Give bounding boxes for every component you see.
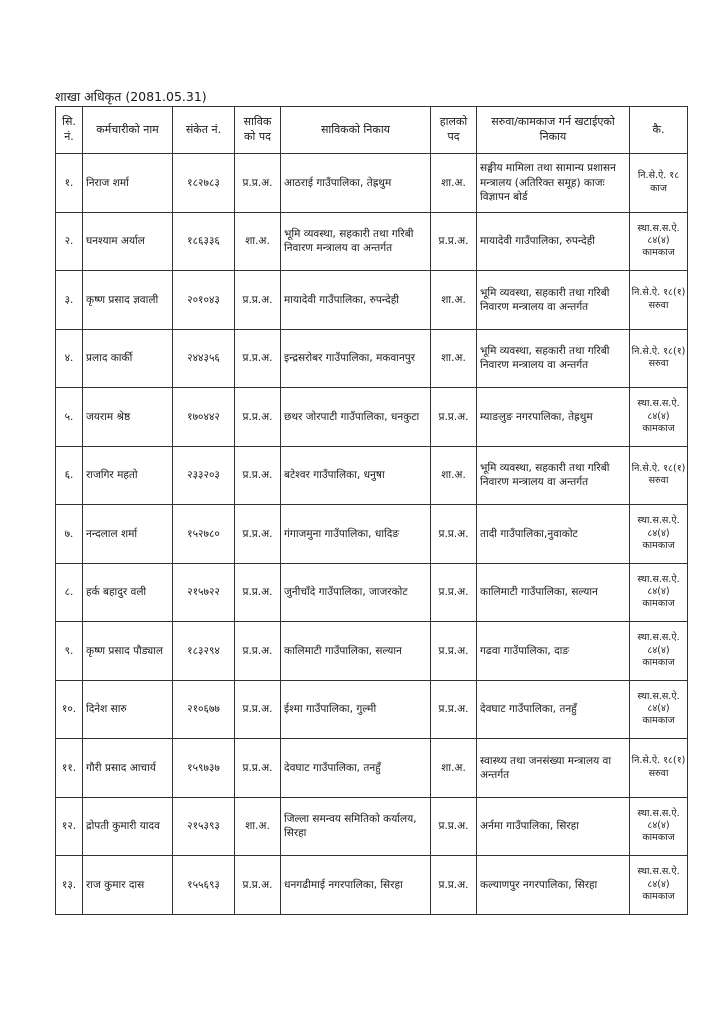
remarks-type: सरुवा: [648, 358, 669, 370]
table-row: [56, 856, 688, 915]
old-office-cell: आठराई गाउँपालिका, तेह्रथुम: [281, 154, 431, 213]
old-office-cell: जुनीचाँदे गाउँपालिका, जाजरकोट: [281, 563, 431, 622]
remarks-cell: [630, 388, 688, 447]
remarks-type: सरुवा: [648, 475, 669, 487]
code-cell: १८२७८३: [173, 154, 235, 213]
code-cell: १५५६९३: [173, 856, 235, 915]
remarks-type: कामकाज: [642, 890, 675, 902]
old-office-cell: भूमि व्यवस्था, सहकारी तथा गरिबी निवारण मन्त्रालय वा अन्तर्गत: [281, 212, 431, 271]
old-office-cell: देवघाट गाउँपालिका, तनहुँ: [281, 739, 431, 798]
remarks-type: कामकाज: [642, 598, 675, 610]
new-post-cell: प्र.प्र.अ.: [431, 563, 477, 622]
new-post-cell: प्र.प्र.अ.: [431, 797, 477, 856]
serial-cell: ४.: [56, 329, 83, 388]
remarks-legal-ref: स्था.स.स.ऐ. ८४(४): [637, 398, 680, 422]
employee-name-cell: नन्दलाल शर्मा: [83, 505, 173, 564]
new-post-cell: शा.अ.: [431, 154, 477, 213]
new-post-cell: प्र.प्र.अ.: [431, 388, 477, 447]
serial-cell: ११.: [56, 739, 83, 798]
old-office-cell: मायादेवी गाउँपालिका, रुपन्देही: [281, 271, 431, 330]
table-row: [56, 271, 688, 330]
remarks-type: कामकाज: [642, 422, 675, 434]
old-office-cell: गंगाजमुना गाउँपालिका, धादिङ: [281, 505, 431, 564]
table-row: [56, 739, 688, 798]
old-post-cell: प्र.प्र.अ.: [235, 154, 281, 213]
new-post-cell: शा.अ.: [431, 739, 477, 798]
new-office-cell: भूमि व्यवस्था, सहकारी तथा गरिबी निवारण मन्त्रालय वा अन्तर्गत: [477, 446, 630, 505]
old-office-cell: धनगढीमाई नगरपालिका, सिरहा: [281, 856, 431, 915]
new-office-cell: तादी गाउँपालिका,नुवाकोट: [477, 505, 630, 564]
employee-name-cell: दिनेश सारु: [83, 680, 173, 739]
transfer-table: [55, 106, 688, 915]
remarks-legal-ref: स्था.स.स.ऐ. ८४(४): [637, 515, 680, 539]
remarks-legal-ref: नि.से.ऐ. १८(१): [631, 287, 686, 299]
employee-name-cell: कृष्ण प्रसाद ज्ञवाली: [83, 271, 173, 330]
remarks-cell: [630, 154, 688, 213]
remarks-cell: [630, 329, 688, 388]
header-old-post: साविक को पद: [235, 107, 281, 154]
code-cell: १५२७८०: [173, 505, 235, 564]
new-office-cell: अर्नमा गाउँपालिका, सिरहा: [477, 797, 630, 856]
old-post-cell: प्र.प्र.अ.: [235, 856, 281, 915]
remarks-legal-ref: स्था.स.स.ऐ. ८४(४): [637, 222, 680, 247]
remarks-legal-ref: नि.से.ऐ. १८(१): [631, 345, 686, 357]
table-row: [56, 563, 688, 622]
table-row: [56, 680, 688, 739]
header-employee-name: कर्मचारीको नाम: [83, 107, 173, 154]
new-office-cell: भूमि व्यवस्था, सहकारी तथा गरिबी निवारण मन्त्रालय वा अन्तर्गत: [477, 329, 630, 388]
code-cell: २१५३९३: [173, 797, 235, 856]
new-office-cell: स्वास्थ्य तथा जनसंख्या मन्त्रालय वा अन्तर्गत: [477, 739, 630, 798]
employee-name-cell: गौरी प्रसाद आचार्य: [83, 739, 173, 798]
code-cell: २३३२०३: [173, 446, 235, 505]
code-cell: १८३२९४: [173, 622, 235, 681]
remarks-cell: [630, 212, 688, 271]
remarks-type: सरुवा: [648, 299, 669, 311]
employee-name-cell: राजगिर महतो: [83, 446, 173, 505]
new-post-cell: शा.अ.: [431, 329, 477, 388]
table-row: [56, 212, 688, 271]
remarks-type: कामकाज: [642, 539, 675, 551]
remarks-legal-ref: स्था.स.स.ऐ. ८४(४): [637, 866, 680, 890]
code-cell: १८६३३६: [173, 212, 235, 271]
new-post-cell: प्र.प्र.अ.: [431, 212, 477, 271]
old-post-cell: प्र.प्र.अ.: [235, 680, 281, 739]
remarks-cell: [630, 856, 688, 915]
serial-cell: ९.: [56, 622, 83, 681]
remarks-legal-ref: स्था.स.स.ऐ. ८४(४): [637, 573, 680, 598]
table-row: [56, 797, 688, 856]
old-office-cell: जिल्ला समन्वय समितिको कर्यालय, सिरहा: [281, 797, 431, 856]
serial-cell: ३.: [56, 271, 83, 330]
remarks-type: कामकाज: [642, 832, 675, 844]
table-row: [56, 154, 688, 213]
serial-cell: ८.: [56, 563, 83, 622]
remarks-legal-ref: स्था.स.स.ऐ. ८४(४): [637, 690, 680, 715]
remarks-type: काज: [650, 182, 667, 194]
remarks-type: कामकाज: [642, 656, 675, 668]
code-cell: १५९७३७: [173, 739, 235, 798]
old-post-cell: प्र.प्र.अ.: [235, 622, 281, 681]
serial-cell: १३.: [56, 856, 83, 915]
new-office-cell: देवघाट गाउँपालिका, तनहुँ: [477, 680, 630, 739]
remarks-legal-ref: नि.से.ऐ. १८(१): [631, 755, 686, 767]
new-post-cell: प्र.प्र.अ.: [431, 622, 477, 681]
old-office-cell: बटेश्वर गाउँपालिका, धनुषा: [281, 446, 431, 505]
remarks-legal-ref: स्था.स.स.ऐ. ८४(४): [637, 632, 680, 656]
serial-cell: ६.: [56, 446, 83, 505]
remarks-cell: [630, 680, 688, 739]
old-office-cell: इन्द्रसरोबर गाउँपालिका, मकवानपुर: [281, 329, 431, 388]
remarks-cell: [630, 446, 688, 505]
remarks-cell: [630, 271, 688, 330]
remarks-cell: [630, 739, 688, 798]
document-heading: शाखा अधिकृत (2081.05.31): [55, 89, 207, 104]
code-cell: २१५७२२: [173, 563, 235, 622]
remarks-type: कामकाज: [642, 247, 675, 259]
old-post-cell: प्र.प्र.अ.: [235, 388, 281, 447]
remarks-cell: [630, 797, 688, 856]
new-office-cell: सङ्घीय मामिला तथा सामान्य प्रशासन मन्त्रालय (अतिरिक्त समूह) काजः विज्ञापन बोर्ड: [477, 154, 630, 213]
serial-cell: १०.: [56, 680, 83, 739]
serial-cell: ७.: [56, 505, 83, 564]
new-office-cell: कालिमाटी गाउँपालिका, सल्यान: [477, 563, 630, 622]
new-office-cell: म्याङलुङ नगरपालिका, तेह्रथुम: [477, 388, 630, 447]
serial-cell: ५.: [56, 388, 83, 447]
old-post-cell: प्र.प्र.अ.: [235, 739, 281, 798]
old-post-cell: शा.अ.: [235, 212, 281, 271]
new-post-cell: शा.अ.: [431, 271, 477, 330]
old-post-cell: प्र.प्र.अ.: [235, 271, 281, 330]
old-post-cell: प्र.प्र.अ.: [235, 505, 281, 564]
serial-cell: १.: [56, 154, 83, 213]
header-remarks: कै.: [630, 107, 688, 154]
old-post-cell: प्र.प्र.अ.: [235, 446, 281, 505]
employee-name-cell: हर्क बहादुर वली: [83, 563, 173, 622]
employee-name-cell: राज कुमार दास: [83, 856, 173, 915]
table-header-row: [56, 107, 688, 154]
remarks-legal-ref: स्था.स.स.ऐ. ८४(४): [637, 807, 680, 832]
remarks-legal-ref: नि.से.ऐ. १८(१): [631, 462, 686, 474]
new-post-cell: प्र.प्र.अ.: [431, 856, 477, 915]
old-office-cell: कालिमाटी गाउँपालिका, सल्यान: [281, 622, 431, 681]
new-office-cell: गढवा गाउँपालिका, दाङ: [477, 622, 630, 681]
remarks-cell: [630, 505, 688, 564]
employee-name-cell: निराज शर्मा: [83, 154, 173, 213]
old-post-cell: प्र.प्र.अ.: [235, 563, 281, 622]
code-cell: २०१०४३: [173, 271, 235, 330]
employee-name-cell: जयराम श्रेष्ठ: [83, 388, 173, 447]
remarks-cell: [630, 563, 688, 622]
header-serial: सि. नं.: [56, 107, 83, 154]
employee-name-cell: प्रलाद कार्की: [83, 329, 173, 388]
serial-cell: २.: [56, 212, 83, 271]
header-new-office: सरुवा/कामकाज गर्न खटाईएको निकाय: [477, 107, 630, 154]
new-office-cell: मायादेवी गाउँपालिका, रुपन्देही: [477, 212, 630, 271]
table-row: [56, 388, 688, 447]
table-row: [56, 505, 688, 564]
header-old-office: साविकको निकाय: [281, 107, 431, 154]
code-cell: २१०६७७: [173, 680, 235, 739]
header-code: संकेत नं.: [173, 107, 235, 154]
old-office-cell: ईश्मा गाउँपालिका, गुल्मी: [281, 680, 431, 739]
new-office-cell: कल्याणपुर नगरपालिका, सिरहा: [477, 856, 630, 915]
new-post-cell: शा.अ.: [431, 446, 477, 505]
code-cell: १७०४४२: [173, 388, 235, 447]
old-post-cell: प्र.प्र.अ.: [235, 329, 281, 388]
new-office-cell: भूमि व्यवस्था, सहकारी तथा गरिबी निवारण मन्त्रालय वा अन्तर्गत: [477, 271, 630, 330]
code-cell: २४४३५६: [173, 329, 235, 388]
employee-name-cell: घनश्याम अर्याल: [83, 212, 173, 271]
remarks-legal-ref: नि.से.ऐ. १८: [637, 170, 680, 182]
new-post-cell: प्र.प्र.अ.: [431, 505, 477, 564]
employee-name-cell: कृष्ण प्रसाद पौड्याल: [83, 622, 173, 681]
remarks-type: कामकाज: [642, 715, 675, 727]
new-post-cell: प्र.प्र.अ.: [431, 680, 477, 739]
old-office-cell: छथर जोरपाटी गाउँपालिका, धनकुटा: [281, 388, 431, 447]
old-post-cell: शा.अ.: [235, 797, 281, 856]
remarks-cell: [630, 622, 688, 681]
table-row: [56, 446, 688, 505]
table-row: [56, 622, 688, 681]
serial-cell: १२.: [56, 797, 83, 856]
table-row: [56, 329, 688, 388]
remarks-type: सरुवा: [648, 767, 669, 779]
header-new-post: हालको पद: [431, 107, 477, 154]
employee-name-cell: द्रोपती कुमारी यादव: [83, 797, 173, 856]
